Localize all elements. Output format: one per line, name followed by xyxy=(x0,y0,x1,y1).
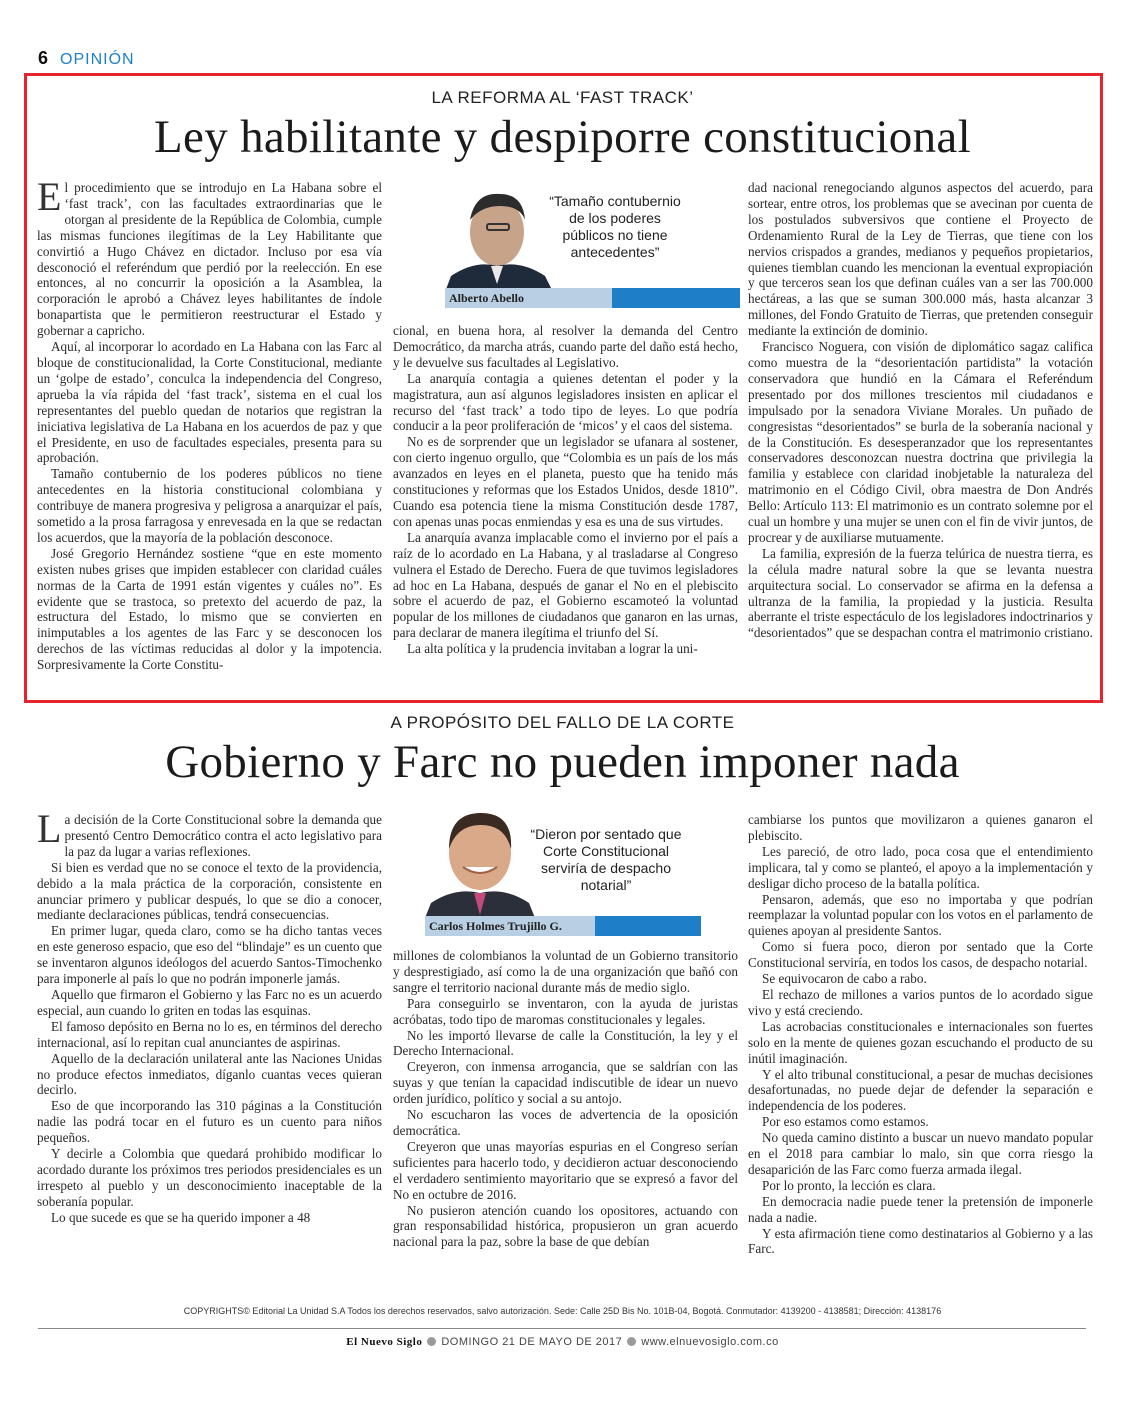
paragraph: Aquí, al incorporar lo acordado en La Habana con las Farc al bloque de constitucionalidad, la Corte Constitucional, mediante un ‘golpe de estado’, conculca la independencia del Congreso, aprueba la vía rápida del ‘fast track’, sistema en el cual los representantes del pueblo quedan de notarios que registran la iniciativa legislativa de La Habana en los acuerdos de paz y que el Presidente, en uso de facultades especiales, presenta para su aprobación. xyxy=(37,339,382,466)
paragraph: La alta política y la prudencia invitaban a lograr la uni- xyxy=(407,641,698,657)
paragraph: Aquello de la declaración unilateral ante las Naciones Unidas no produce efectos inmediatos, díganlo cuantas veces quieran decirlo. xyxy=(37,1050,382,1098)
paragraph: No escucharon las voces de advertencia de la oposición democrática. xyxy=(393,1107,738,1138)
paragraph: En primer lugar, queda claro, como se ha dicho tantas veces en este generoso espacio, que eso del “blindaje” es un cuento que se inventaron algunos ideólogos del acuerdo Santos-Timochenko para imponerle al país lo que no podrán imponerle jamás. xyxy=(37,923,382,987)
paragraph: La decisión de la Corte Constitucional sobre la demanda que presentó Centro Democrático contra el acto legislativo para la paz da lugar a varias reflexiones. xyxy=(37,806,382,859)
article1-kicker: LA REFORMA AL ‘FAST TRACK’ xyxy=(431,88,694,107)
article1-column-2 xyxy=(393,323,738,657)
article1-headline: Ley habilitante y despiporre constitucional xyxy=(154,111,971,163)
paragraph: Y decirle a Colombia que quedará prohibido modificar lo acordado durante los próximos tres periodos presidenciales es un irrespeto al pueblo y un desconocimiento inaceptable de la soberanía popular. xyxy=(37,1146,382,1209)
paragraph: Tamaño contubernio de los poderes públicos no tiene antecedentes en la historia constitucional colombiana y contribuye de manera progresiva y peligrosa a anarquizar el país, sometido a la prosa farragosa y enrevesada en la que se redactan los acuerdos, que la mayoría de la población desconoce. xyxy=(37,466,382,545)
paragraph: Francisco Noguera, con visión de diplomático sagaz califica como muestra de la “desorientación partidista” la votación conservadora que hundió en la Cámara el Referéndum presentado por dos millones trescientos mil ciudadanos e impulsado por la senadora Viviane Morales. Un puñado de congresistas “desorientados” se burla de la soberanía nacional y de la Constitución. Es desesperanzador que los representantes conservadores desconozcan nuestra doctrina que privilegia la familia y establece con claridad inobjetable la naturaleza del matrimonio en el Código Civil, obra maestra de Don Andrés Bello: Artículo 113: El matrimonio es un contrato solemne por el cual un hombre y una mujer se unen con el fin de vivir juntos, de procrear y de auxiliarse mutuamente. xyxy=(748,339,1093,545)
paragraph: millones de colombianos la voluntad de un Gobierno transitorio y desprestigiado, así como la de una organización que bañó con sangre el territorio nacional durante más de medio siglo. xyxy=(393,948,738,995)
article1-pull-quote: “Tamaño contubernio de los poderes públicos no tiene antecedentes” xyxy=(549,193,681,260)
article1-author-name: Alberto Abello xyxy=(449,291,524,305)
paragraph: Por lo pronto, la lección es clara. xyxy=(762,1177,936,1193)
paragraph: No pusieron atención cuando los opositores, actuando con gran responsabilidad histórica, propusieron un gran acuerdo nacional para la paz, sobre la base de que debían xyxy=(393,1202,738,1250)
bullet-icon xyxy=(427,1337,436,1346)
paragraph: Y el alto tribunal constitucional, a pesar de muchas decisiones desafortunadas, no puede dejar de defender la separación e independencia de los poderes. xyxy=(748,1066,1093,1114)
drop-cap: E xyxy=(37,174,62,219)
paragraph: Pensaron, además, que eso no importaba y que podrían reemplazar la voluntad popular con los votos en el parlamento de quienes apoyan al presidente Santos. xyxy=(748,891,1093,939)
paragraph: Por eso estamos como estamos. xyxy=(762,1114,929,1130)
paragraph: Creyeron que unas mayorías espurias en el Congreso serían suficientes para hacerlo todo, y decidieron actuar desconociendo el verdadero sentimiento mayoritario que se expresó a favor del No en octubre de 2016. xyxy=(393,1138,738,1202)
paragraph: El rechazo de millones a varios puntos de lo acordado sigue vivo y está creciendo. xyxy=(748,986,1093,1018)
paragraph: Se equivocaron de cabo a rabo. xyxy=(762,971,927,987)
paragraph: Lo que sucede es que se ha querido imponer a 48 xyxy=(51,1209,311,1225)
page-header xyxy=(38,48,135,69)
article2-pull-quote: “Dieron por sentado que Corte Constitucional serviría de despacho notarial” xyxy=(530,826,682,893)
website-url: www.elnuevosiglo.com.co xyxy=(641,1336,779,1348)
paragraph: Las acrobacias constitucionales e internacionales son fuertes solo en la mente de quienes gozan escuchando el producto de su inútil imaginación. xyxy=(748,1018,1093,1066)
author-bar-accent xyxy=(612,288,740,308)
article2-kicker: A PROPÓSITO DEL FALLO DE LA CORTE xyxy=(390,713,735,732)
article2-author-bar xyxy=(425,916,701,936)
paragraph: No es de sorprender que un legislador se ufanara al sostener, con cierto ingenuo orgullo, que “Colombia es un país de los más avanzados en leyes en el planeta, puesto que ha tenido más constituciones y reformas que los Estados Unidos, desde 1810”. Cuando esa potencia tiene la misma Constitución desde 1787, con apenas unas pocas enmiendas y esa es una de sus virtudes. xyxy=(393,434,738,529)
article2-author-name: Carlos Holmes Trujillo G. xyxy=(429,919,562,933)
article2-column-3 xyxy=(748,812,1093,1257)
footer-divider xyxy=(38,1328,1086,1329)
paragraph: No queda camino distinto a buscar un nuevo mandato popular en el 2018 para cambiar lo malo, sin que corra riesgo la desaparición de las Farc como fuerza armada ilegal. xyxy=(748,1130,1093,1177)
page-footer xyxy=(0,1336,1125,1348)
paragraph: No les importó llevarse de calle la Constitución, la ley y el Derecho Internacional. xyxy=(393,1027,738,1059)
drop-cap: L xyxy=(37,806,62,851)
paragraph: El procedimiento que se introdujo en La Habana sobre el ‘fast track’, con las facultades extraordinarias que le otorgan al presidente de la República de Colombia, cumple las mismas funciones ilegítimas de la Ley Habilitante que convirtió a Hugo Chávez en dictador. Incluso por esa vía desconoció el referéndum que perdió por la reelección. En ese entonces, al no concurrir la oposición a la Asamblea, la corporación le aprobó a Chávez leyes habilitantes de índole bonapartista que le permitieron reestructurar el Estado y gobernar a capricho. xyxy=(37,174,382,339)
paragraph: Les pareció, de otro lado, poca cosa que el entendimiento implicara, tal y como se planteó, el apoyo a la implementación y desligar dicho proceso de la batalla política. xyxy=(748,843,1093,891)
paragraph: Y esta afirmación tiene como destinatarios al Gobierno y a las Farc. xyxy=(748,1225,1093,1257)
article1-column-3 xyxy=(748,180,1093,641)
paragraph: En democracia nadie puede tener la pretensión de imponerle nada a nadie. xyxy=(748,1193,1093,1225)
bullet-icon xyxy=(627,1337,636,1346)
article2-column-1 xyxy=(37,806,382,1226)
paragraph: La anarquía avanza implacable como el invierno por el país a raíz de lo acordado en La Habana, y al trasladarse al Congreso vulnera el Estado de Derecho. Fuera de que tuvimos legisladores ad hoc en La Habana, después de ganar el No en el plebiscito sobre el acuerdo de paz, el Gobierno escamoteó la voluntad popular de los millones de ciudadanos que ganaron en las urnas, para declarar de manera ilegítima el triunfo del Sí. xyxy=(393,529,738,641)
paragraph: Creyeron, con inmensa arrogancia, que se saldrían con las suyas y que tenían la capacidad indiscutible de idear un nuevo orden jurídico, político y social a su antojo. xyxy=(393,1059,738,1107)
article2-column-2 xyxy=(393,948,738,1250)
author-bar-accent xyxy=(595,916,701,936)
page-number: 6 xyxy=(38,48,49,68)
paragraph: La anarquía contagia a quienes detentan el poder y la magistratura, aun así algunos legisladores insisten en aplicar el recurso del ‘fast track’ a todo tipo de leyes. Lo que podría conducir a la peor proliferación de ‘micos’ y el caos del sistema. xyxy=(393,370,738,434)
edition-date: DOMINGO 21 DE MAYO DE 2017 xyxy=(441,1336,623,1348)
article1-author-bar xyxy=(445,288,740,308)
article1-column-1 xyxy=(37,174,382,673)
paragraph: dad nacional renegociando algunos aspectos del acuerdo, para sortear, entre otros, los problemas que se avecinan por cuenta de los postulados subversivos que contiene el Proyecto de Ordenamiento Rural de la Ley de Tierras, que tiene con los nervios crispados a grandes, medianos y pequeños propietarios, quienes tiemblan cuando les mencionan la eventual expropiación y que terceros sean los que definan cuáles van a ser las 700.000 hectáreas, a las que se suman 300.000 más, hasta alcanzar 3 millones, del Fondo Gratuito de Tierras, que pretenden conseguir mediante la extinción de dominio. xyxy=(748,180,1093,339)
newspaper-brand: El Nuevo Siglo xyxy=(346,1336,423,1348)
article2-headline: Gobierno y Farc no pueden imponer nada xyxy=(165,736,960,788)
paragraph: José Gregorio Hernández sostiene “que en este momento existen nubes grises que impiden establecer con claridad cuáles normas de la Carta de 1991 están vigentes y cuáles no”. Es evidente que se trastoca, so pretexto del acuerdo de paz, la estructura del Estado, lo mismo que se convierten en inimputables a los agentes de las Farc y se desconocen los derechos de las víctimas reducidas al dolor y la impotencia. Sorpresivamente la Corte Constitu- xyxy=(37,545,382,673)
paragraph: Para conseguirlo se inventaron, con la ayuda de juristas acróbatas, todo tipo de maromas constitucionales y legales. xyxy=(393,995,738,1027)
paragraph: La familia, expresión de la fuerza telúrica de nuestra tierra, es la célula madre natural sobre la que se levanta nuestra arquitectura social. Lo conservador se afirma en la defensa a ultranza de la familia, la propiedad y la justicia. Resulta aberrante el triste espectáculo de los legisladores indoctrinarios y “desorientados” que se despachan contra el matrimonio cristiano. xyxy=(748,545,1093,641)
copyright-line: COPYRIGHTS© Editorial La Unidad S.A Todos los derechos reservados, salvo autorización. Sede: Calle 25D Bis No. 101B-04, Bogotá. Conmutador: 4139200 - 4138581; Dirección: 4138176 xyxy=(183,1306,942,1316)
paragraph: El famoso depósito en Berna no lo es, en términos del derecho internacional, así lo repitan cual anunciantes de aspirinas. xyxy=(37,1018,382,1050)
paragraph: Eso de que incorporando las 310 páginas a la Constitución nadie las podrá tocar en el futuro es un cuento para niños pequeños. xyxy=(37,1098,382,1146)
author-photo-carlos-holmes xyxy=(425,803,535,918)
paragraph: Como si fuera poco, dieron por sentado que la Corte Constitucional serviría, en todos los casos, de despacho notarial. xyxy=(748,939,1093,971)
paragraph: cional, en buena hora, al resolver la demanda del Centro Democrático, da marcha atrás, cuando parte del daño está hecho, y le devuelve sus facultades al Legislativo. xyxy=(393,323,738,370)
section-label: OPINIÓN xyxy=(60,51,135,68)
paragraph: Si bien es verdad que no se conoce el texto de la providencia, debido a la mala práctica de la corporación, consistente en anunciar primero y publicar después, lo que se dio a conocer, mediante declaraciones públicas, tendrá consecuencias. xyxy=(37,859,382,923)
paragraph: Aquello que firmaron el Gobierno y las Farc no es un acuerdo especial, aun cuando lo griten en todas las esquinas. xyxy=(37,986,382,1018)
paragraph: cambiarse los puntos que movilizaron a quienes ganaron el plebiscito. xyxy=(748,812,1093,843)
